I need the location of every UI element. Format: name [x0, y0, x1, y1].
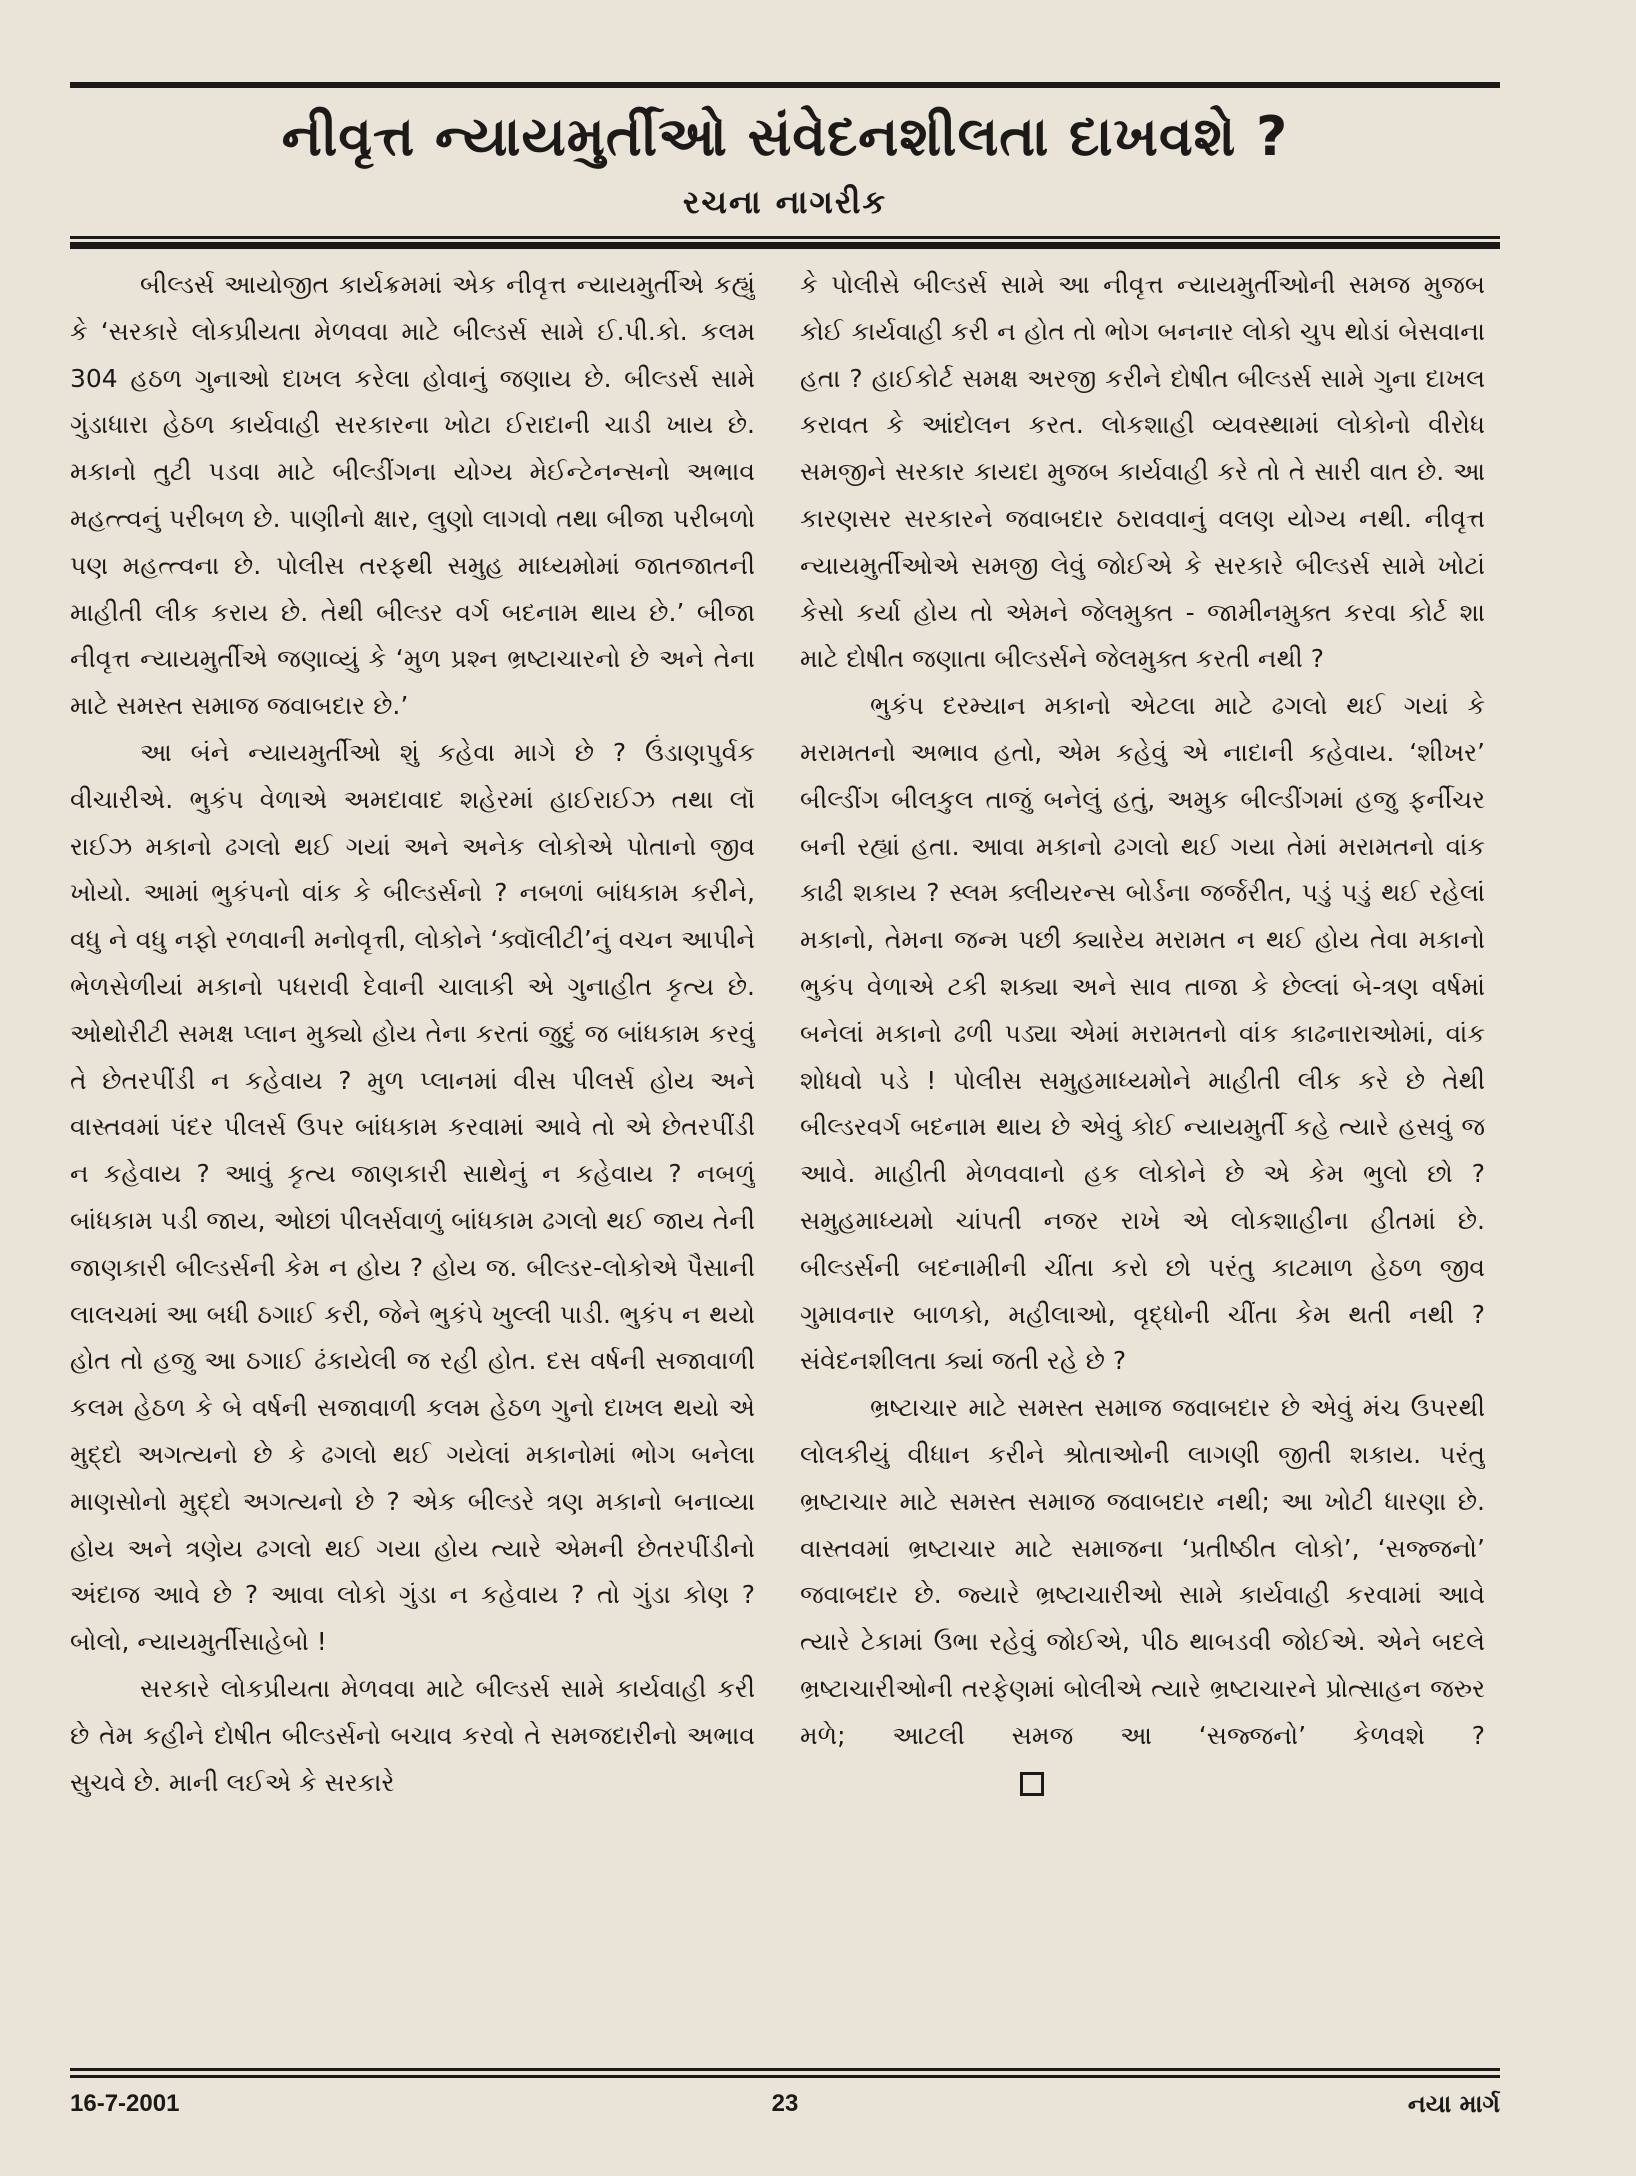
header-rule-thin: [70, 236, 1500, 239]
footer-rule-top: [70, 2068, 1500, 2071]
right-column: [800, 262, 1485, 2062]
end-of-article-icon: [1020, 1772, 1044, 1796]
paragraph: કે પોલીસે બીલ્ડર્સ સામે આ નીવૃત્ત ન્યાયમુર્તીઓની સમજ મુજબ કોઈ કાર્યવાહી કરી ન હોત તો ભોગ બનનાર લોકો ચુપ થોડાં બેસવાના હતા ? હાઈકોર્ટ સમક્ષ અરજી કરીને દોષીત બીલ્ડર્સ સામે ગુના દાખલ કરાવત કે આંદોલન કરત. લોકશાહી વ્યવસ્થામાં લોકોનો વીરોધ સમજીને સરકાર કાયદા મુજબ કાર્યવાહી કરે તો તે સારી વાત છે. આ કારણસર સરકારને જવાબદાર ઠરાવવાનું વલણ યોગ્ય નથી. નીવૃત્ત ન્યાયમુર્તીઓએ સમજી લેવું જોઈએ કે સરકારે બીલ્ડર્સ સામે ખોટાં કેસો કર્યા હોય તો એમને જેલમુક્ત - જામીનમુક્ત કરવા કોર્ટ શા માટે દોષીત જણાતા બીલ્ડર્સને જેલમુક્ત કરતી નથી ?: [800, 270, 1485, 674]
header-rule-thick: [70, 242, 1500, 249]
paragraph: સરકારે લોકપ્રીયતા મેળવવા માટે બીલ્ડર્સ સામે કાર્યવાહી કરી છે તેમ કહીને દોષીત બીલ્ડર્સનો બચાવ કરવો તે સમજદારીનો અભાવ સુચવે છે. માની લઈએ કે સરકારે: [70, 1673, 755, 1797]
left-column: [70, 262, 755, 2062]
article-title: નીવૃત્ત ન્યાયમુર્તીઓ સંવેદનશીલતા દાખવશે ?: [281, 105, 1289, 168]
magazine-name: નયા માર્ગ: [1407, 2090, 1500, 2118]
paragraph: આ બંને ન્યાયમુર્તીઓ શું કહેવા માગે છે ? ઉંડાણપુર્વક વીચારીએ. ભુકંપ વેળાએ અમદાવાદ શહેરમાં હાઈરાઈઝ તથા લૉ રાઈઝ મકાનો ઢગલો થઈ ગયાં અને અનેક લોકોએ પોતાનો જીવ ખોયો. આમાં ભુકંપનો વાંક કે બીલ્ડર્સનો ? નબળાં બાંધકામ કરીને, વધુ ને વધુ નફો રળવાની મનોવૃત્તી, લોકોને ‘ક્વૉલીટી’નું વચન આપીને ભેળસેળીયાં મકાનો પધરાવી દેવાની ચાલાકી એ ગુનાહીત કૃત્ય છે. ઓથોરીટી સમક્ષ પ્લાન મુક્યો હોય તેના કરતાં જુદું જ બાંધકામ કરવું તે છેતરપીંડી ન કહેવાય ? મુળ પ્લાનમાં વીસ પીલર્સ હોય અને વાસ્તવમાં પંદર પીલર્સ ઉપર બાંધકામ કરવામાં આવે તો એ છેતરપીંડી ન કહેવાય ? આવું કૃત્ય જાણકારી સાથેનું ન કહેવાય ? નબળું બાંધકામ પડી જાય, ઓછાં પીલર્સવાળું બાંધકામ ઢગલો થઈ જાય તેની જાણકારી બીલ્ડર્સની કેમ ન હોય ? હોય જ. બીલ્ડર-લોકોએ પૈસાની લાલચમાં આ બધી ઠગાઈ કરી, જેને ભુકંપે ખુલ્લી પાડી. ભુકંપ ન થયો હોત તો હજુ આ ઠગાઈ ઢંકાયેલી જ રહી હોત. દસ વર્ષની સજાવાળી કલમ હેઠળ કે બે વર્ષની સજાવાળી કલમ હેઠળ ગુનો દાખલ થયો એ મુદ્દો અગત્યનો છે કે ઢગલો થઈ ગયેલાં મકાનોમાં ભોગ બનેલા માણસોનો મુદ્દો અગત્યનો છે ? એક બીલ્ડરે ત્રણ મકાનો બનાવ્યા હોય અને ત્રણેય ઢગલો થઈ ગયા હોય ત્યારે એમની છેતરપીંડીનો અંદાજ આવે છે ? આવા લોકો ગુંડા ન કહેવાય ? તો ગુંડા કોણ ? બોલો, ન્યાયમુર્તીસાહેબો !: [70, 737, 755, 1657]
paragraph-text: ભ્રષ્ટાચાર માટે સમસ્ત સમાજ જવાબદાર છે એવું મંચ ઉપરથી લોલકીયું વીધાન કરીને શ્રોતાઓની લાગણી જીતી શકાય. પરંતુ ભ્રષ્ટાચાર માટે સમસ્ત સમાજ જવાબદાર નથી; આ ખોટી ધારણા છે. વાસ્તવમાં ભ્રષ્ટાચાર માટે સમાજના ‘પ્રતીષ્ઠીત લોકો’, ‘સજ્જનો’ જવાબદાર છે. જ્યારે ભ્રષ્ટાચારીઓ સામે કાર્યવાહી કરવામાં આવે ત્યારે ટેકામાં ઉભા રહેવું જોઈએ, પીઠ થાબડવી જોઈએ. એને બદલે ભ્રષ્ટાચારીઓની તરફેણમાં બોલીએ ત્યારે ભ્રષ્ટાચારને પ્રોત્સાહન જરુર મળે; આટલી સમજ આ ‘સજ્જનો’ કેળવશે ?: [800, 1393, 1485, 1750]
paragraph: ભુકંપ દરમ્યાન મકાનો એટલા માટે ઢગલો થઈ ગયાં કે મરામતનો અભાવ હતો, એમ કહેવું એ નાદાની કહેવાય. ‘શીખર’ બીલ્ડીંગ બીલકુલ તાજું બનેલું હતું, અમુક બીલ્ડીંગમાં હજુ ફર્નીચર બની રહ્યાં હતા. આવા મકાનો ઢગલો થઈ ગયા તેમાં મરામતનો વાંક કાઢી શકાય ? સ્લમ ક્લીયરન્સ બોર્ડના જર્જરીત, પડું પડું થઈ રહેલાં મકાનો, તેમના જન્મ પછી ક્યારેય મરામત ન થઈ હોય તેવા મકાનો ભુકંપ વેળાએ ટકી શક્યા અને સાવ તાજા કે છેલ્લાં બે-ત્રણ વર્ષમાં બનેલાં મકાનો ઢળી પડ્યા એમાં મરામતનો વાંક કાઢનારાઓમાં, વાંક શોધવો પડે ! પોલીસ સમુહમાધ્યમોને માહીતી લીક કરે છે તેથી બીલ્ડરવર્ગ બદનામ થાય છે એવું કોઈ ન્યાયમુર્તી કહે ત્યારે હસવું જ આવે. માહીતી મેળવવાનો હક લોકોને છે એ કેમ ભુલો છો ? સમુહમાધ્યમો ચાંપતી નજર રાખે એ લોકશાહીના હીતમાં છે. બીલ્ડર્સની બદનામીની ચીંતા કરો છો પરંતુ કાટમાળ હેઠળ જીવ ગુમાવનાર બાળકો, મહીલાઓ, વૃદ્ધોની ચીંતા કેમ થતી નથી ? સંવેદનશીલતા ક્યાં જતી રહે છે ?: [800, 691, 1485, 1376]
magazine-page: [70, 82, 1500, 2132]
page-number: 23: [771, 2090, 799, 2117]
footer-rule-bottom: [70, 2075, 1500, 2078]
page-footer: [70, 2082, 1500, 2126]
paragraph: બીલ્ડર્સ આયોજીત કાર્યક્રમમાં એક નીવૃત્ત ન્યાયમુર્તીએ કહ્યું કે ‘સરકારે લોકપ્રીયતા મેળવવા માટે બીલ્ડર્સ સામે ઈ.પી.કો. કલમ 304 હઠળ ગુનાઓ દાખલ કરેલા હોવાનું જણાય છે. બીલ્ડર્સ સામે ગુંડાધારા હેઠળ કાર્યવાહી સરકારના ખોટા ઈરાદાની ચાડી ખાય છે. મકાનો તુટી પડવા માટે બીલ્ડીંગના યોગ્ય મેઈન્ટેનન્સનો અભાવ મહત્ત્વનું પરીબળ છે. પાણીનો ક્ષાર, લુણો લાગવો તથા બીજા પરીબળો પણ મહત્ત્વના છે. પોલીસ તરફથી સમુહ માધ્યમોમાં જાતજાતની માહીતી લીક કરાય છે. તેથી બીલ્ડર વર્ગ બદનામ થાય છે.’ બીજા નીવૃત્ત ન્યાયમુર્તીએ જણાવ્યું કે ‘મુળ પ્રશ્ન ભ્રષ્ટાચારનો છે અને તેના માટે સમસ્ત સમાજ જવાબદાર છે.’: [70, 270, 755, 721]
header-rule-top: [70, 82, 1500, 88]
paragraph-final: [800, 1385, 1485, 1806]
article-author: રચના નાગરીક: [682, 183, 888, 221]
issue-date: 16-7-2001: [70, 2090, 180, 2117]
